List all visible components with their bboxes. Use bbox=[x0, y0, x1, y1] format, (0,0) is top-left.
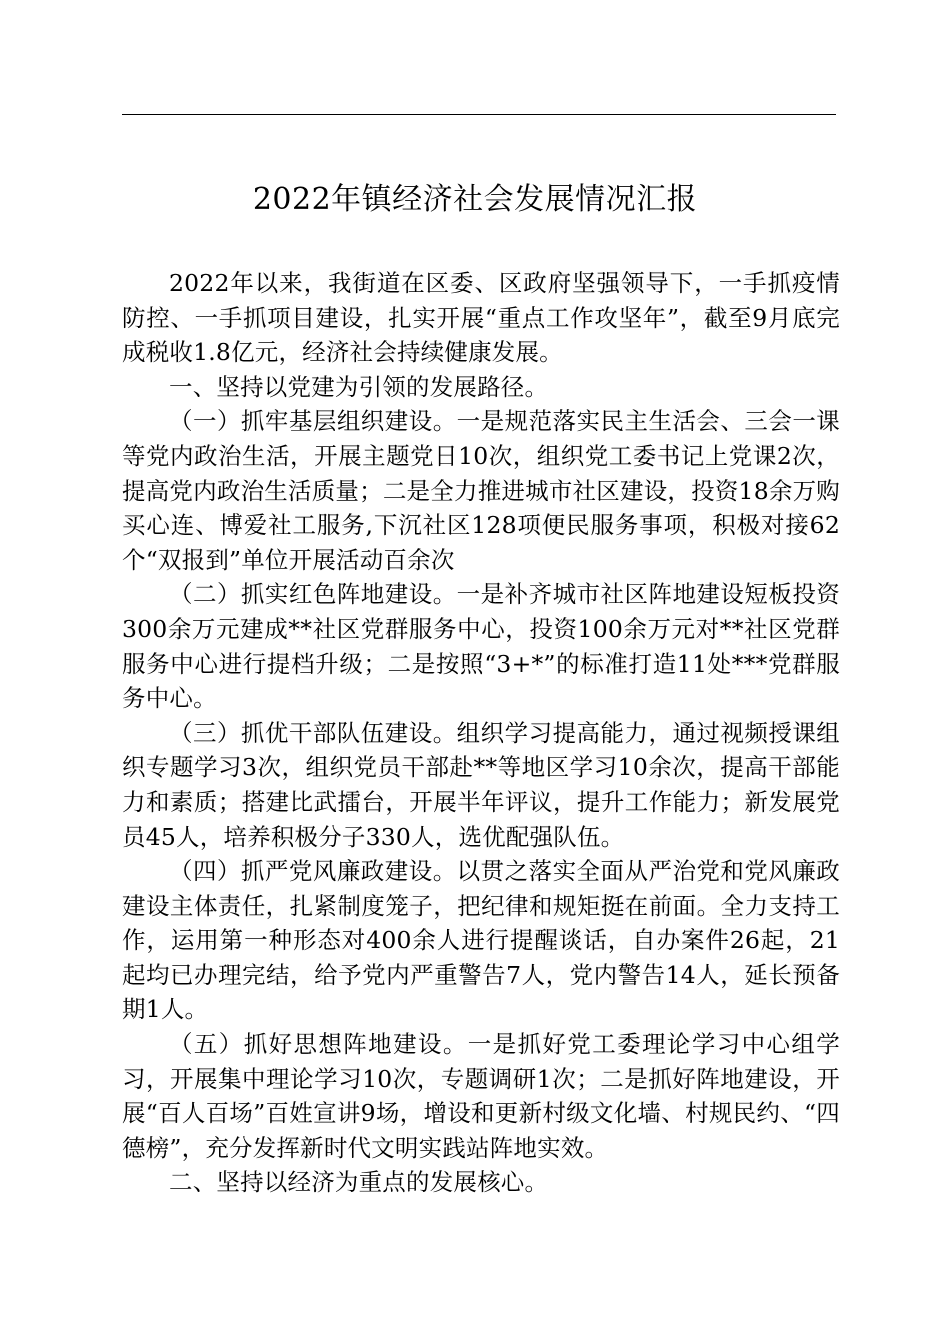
header-rule bbox=[122, 114, 836, 115]
document-body bbox=[122, 266, 840, 1200]
paragraph-1-3: （三）抓优干部队伍建设。组织学习提高能力，通过视频授课组织专题学习3次，组织党员干部赴**等地区学习10余次，提高干部能力和素质；搭建比武擂台，开展半年评议，提升工作能力；新发展党员45人，培养积极分子330人，选优配强队伍。 bbox=[122, 718, 840, 851]
section-heading-2: 二、坚持以经济为重点的发展核心。 bbox=[169, 1168, 549, 1197]
document-title: 2022年镇经济社会发展情况汇报 bbox=[252, 182, 698, 217]
paragraph-1-4: （四）抓严党风廉政建设。以贯之落实全面从严治党和党风廉政建设主体责任，扎紧制度笼子，把纪律和规矩挺在前面。全力支持工作，运用第一种形态对400余人进行提醒谈话，自办案件26起，21起均已办理完结，给予党内严重警告7人，党内警告14人，延长预备期1人。 bbox=[122, 857, 840, 1024]
section-heading-1: 一、坚持以党建为引领的发展路径。 bbox=[169, 372, 549, 401]
paragraph-1-2: （二）抓实红色阵地建设。一是补齐城市社区阵地建设短板投资300余万元建成**社区党群服务中心，投资100余万元对**社区党群服务中心进行提档升级；二是按照“3+*”的标准打造11处***党群服务中心。 bbox=[122, 580, 840, 713]
paragraph-1-1: （一）抓牢基层组织建设。一是规范落实民主生活会、三会一课等党内政治生活，开展主题党日10次，组织党工委书记上党课2次，提高党内政治生活质量；二是全力推进城市社区建设，投资18余万购买心连、博爱社工服务,下沉社区128项便民服务事项，积极对接62个“双报到”单位开展活动百余次 bbox=[122, 407, 840, 574]
paragraph-intro: 2022年以来，我街道在区委、区政府坚强领导下，一手抓疫情防控、一手抓项目建设，扎实开展“重点工作攻坚年”，截至9月底完成税收1.8亿元，经济社会持续健康发展。 bbox=[122, 269, 840, 367]
paragraph-1-5: （五）抓好思想阵地建设。一是抓好党工委理论学习中心组学习，开展集中理论学习10次，专题调研1次；二是抓好阵地建设，开展“百人百场”百姓宣讲9场，增设和更新村级文化墙、村规民约、“四德榜”，充分发挥新时代文明实践站阵地实效。 bbox=[122, 1030, 840, 1162]
